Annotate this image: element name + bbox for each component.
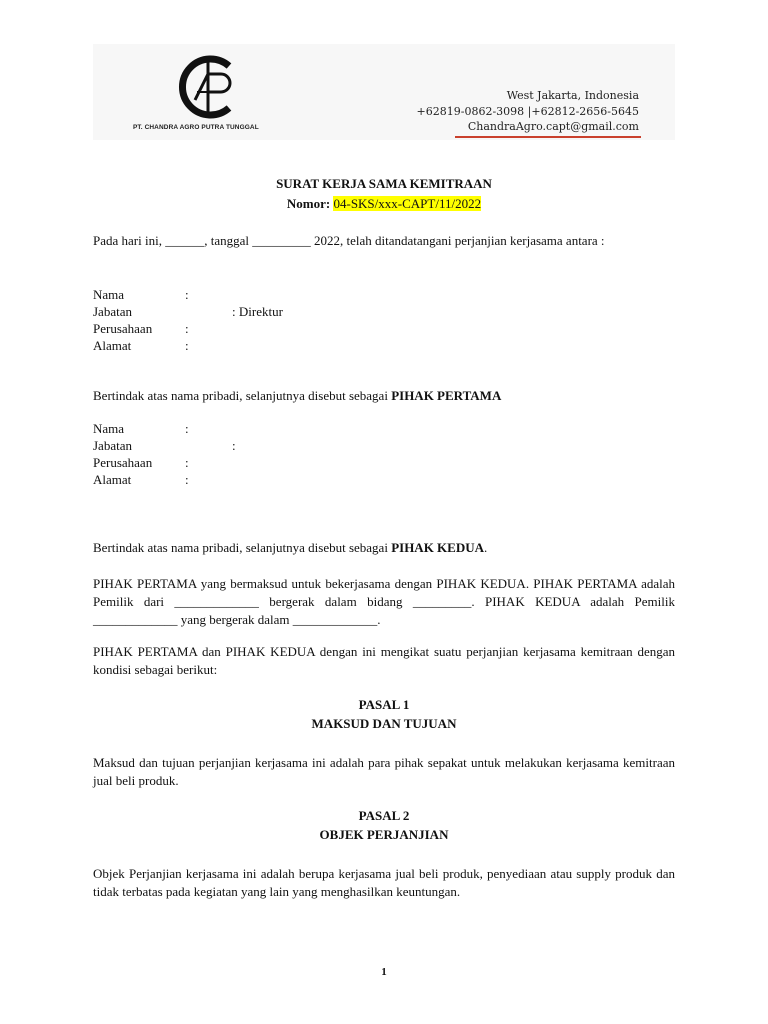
pasal2-heading: OBJEK PERJANJIAN <box>319 827 449 842</box>
p2-jabatan-colon: : <box>232 438 236 453</box>
p2-alamat-colon: : <box>185 472 189 487</box>
p1-nama-label: Nama <box>93 287 125 302</box>
p1-alamat-colon: : <box>185 338 189 353</box>
party1-statement <box>93 387 501 404</box>
p1-perusahaan-colon: : <box>185 321 189 336</box>
letterhead <box>93 44 675 140</box>
p2-nama-colon: : <box>185 421 189 436</box>
document-title: SURAT KERJA SAMA KEMITRAAN <box>276 176 492 191</box>
p1-perusahaan-label: Perusahaan <box>93 321 153 336</box>
page-number: 1 <box>381 966 387 978</box>
contact-block <box>417 88 639 135</box>
p1-nama-colon: : <box>185 287 189 302</box>
number-value: 04-SKS/xxx-CAPT/11/2022 <box>333 196 482 211</box>
p2-jabatan-label: Jabatan <box>93 438 132 453</box>
phone-numbers: +62819-0862-3098 |+62812-2656-5645 <box>416 104 639 118</box>
location: West Jakarta, Indonesia <box>506 89 639 102</box>
party1-statement-text: Bertindak atas nama pribadi, selanjutnya disebut sebagai <box>93 388 392 403</box>
company-logo-icon <box>173 52 243 122</box>
p2-perusahaan-label: Perusahaan <box>93 455 153 470</box>
p2-nama-label: Nama <box>93 421 125 436</box>
pasal2-text: Objek Perjanjian kerjasama ini adalah berupa kerjasama jual beli produk, penyediaan atau supply produk dan tidak terbatas pada kegiatan yang lain yang menghasilkan keuntungan. <box>93 866 675 899</box>
p1-jabatan-label: Jabatan <box>93 304 132 319</box>
pasal2-label: PASAL 2 <box>358 808 410 823</box>
intro-paragraph: Pada hari ini, ______, tanggal _________ 2022, telah ditandatangani perjanjian kerjasama antara : <box>93 233 605 248</box>
number-label: Nomor: <box>286 196 334 211</box>
company-name: PT. CHANDRA AGRO PUTRA TUNGGAL <box>133 124 259 131</box>
party2-statement <box>93 539 487 556</box>
header-divider <box>455 136 641 138</box>
owner-paragraph: PIHAK PERTAMA yang bermaksud untuk bekerjasama dengan PIHAK KEDUA. PIHAK PERTAMA adalah Pemilik dari _____________ bergerak dalam bidang _________. PIHAK KEDUA adalah Pemilik _____________ yang bergerak dalam _____________. <box>93 576 675 627</box>
binding-paragraph: PIHAK PERTAMA dan PIHAK KEDUA dengan ini mengikat suatu perjanjian kerjasama kemitraan dengan kondisi sebagai berikut: <box>93 644 675 677</box>
pasal1-text: Maksud dan tujuan perjanjian kerjasama ini adalah para pihak sepakat untuk melakukan kerjasama kemitraan jual beli produk. <box>93 755 675 788</box>
p1-alamat-label: Alamat <box>93 338 132 353</box>
party2-statement-end: . <box>484 540 488 555</box>
party1-name: PIHAK PERTAMA <box>391 388 502 403</box>
p2-perusahaan-colon: : <box>185 455 189 470</box>
party2-statement-text: Bertindak atas nama pribadi, selanjutnya disebut sebagai <box>93 540 392 555</box>
p1-jabatan-value: : Direktur <box>232 304 283 319</box>
pasal1-heading: MAKSUD DAN TUJUAN <box>311 716 457 731</box>
document-number <box>93 196 675 212</box>
party2-name: PIHAK KEDUA <box>391 540 484 555</box>
email: ChandraAgro.capt@gmail.com <box>467 120 639 133</box>
pasal1-label: PASAL 1 <box>358 697 410 712</box>
p2-alamat-label: Alamat <box>93 472 132 487</box>
